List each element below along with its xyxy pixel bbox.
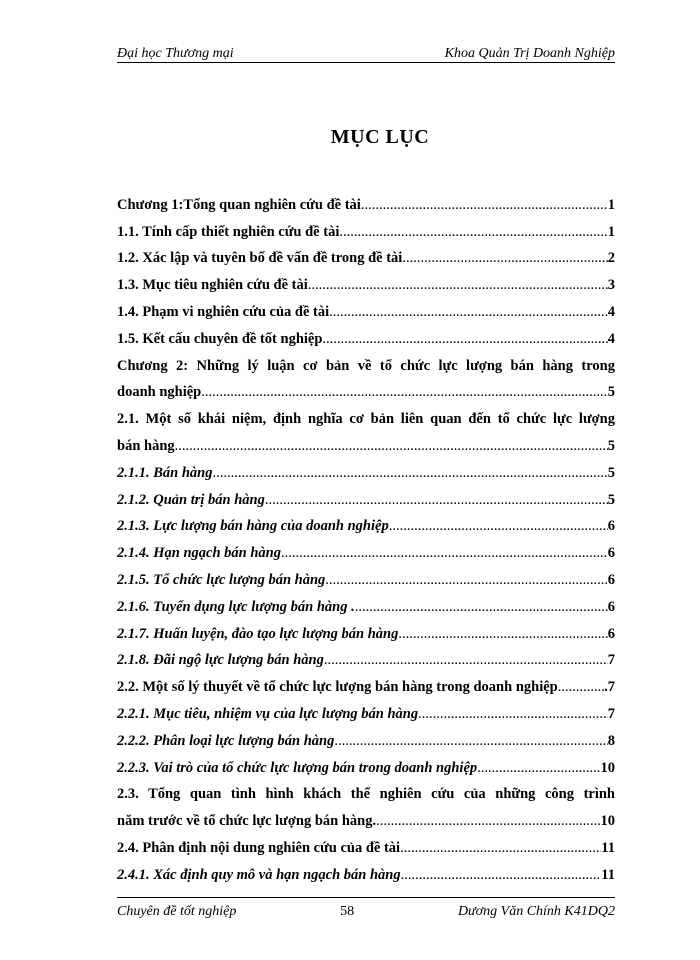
toc-entry[interactable]: 2.2.2. Phân loại lực lượng bán hàng ..... 8 — [117, 723, 615, 750]
header-left: Đại học Thương mại — [117, 46, 234, 61]
page-number: 58 — [340, 904, 355, 919]
toc-entry[interactable]: 2.3. Tổng quan tình hình khách thể nghiên cứu của những công trình — [117, 786, 615, 803]
footer-right: Dương Văn Chính K41DQ2 — [457, 904, 615, 919]
toc-entry[interactable]: 2.1.3. Lực lượng bán hàng của doanh nghiệp ..... 6 — [117, 509, 615, 536]
toc-entry[interactable]: Chương 2: Những lý luận cơ bản về tổ chức lực lượng bán hàng trong — [117, 357, 615, 374]
toc-entry[interactable]: 2.1.2. Quản trị bán hàng ..... 5 — [117, 482, 615, 509]
toc-entry[interactable]: 2.2.3. Vai trò của tổ chức lực lượng bán trong doanh nghiệp ..... 10 — [117, 750, 615, 777]
page-title: MỤC LỤC — [330, 126, 430, 148]
toc-entry[interactable]: 1.3. Mục tiêu nghiên cứu đề tài ..... 3 — [117, 267, 615, 294]
toc-entry[interactable]: 1.5. Kết cấu chuyên đề tốt nghiệp ..... 4 — [117, 321, 615, 348]
toc-entry[interactable]: 1.4. Phạm vi nghiên cứu của đề tài ..... 4 — [117, 294, 615, 321]
toc-entry[interactable]: 2.2.1. Mục tiêu, nhiệm vụ của lực lượng bán hàng ..... 7 — [117, 696, 615, 723]
toc-entry[interactable]: 2.1.8. Đãi ngộ lực lượng bán hàng ..... 7 — [117, 643, 615, 670]
toc-entry[interactable]: 2.1.7. Huấn luyện, đào tạo lực lượng bán hàng ..... 6 — [117, 616, 615, 643]
toc-entry[interactable]: Chương 1:Tổng quan nghiên cứu đề tài ..... 1 — [117, 187, 615, 214]
toc-entry[interactable]: 1.1. Tính cấp thiết nghiên cứu đề tài ..... 1 — [117, 214, 615, 241]
toc-entry[interactable]: năm trước về tổ chức lực lượng bán hàng. ..... 10 — [117, 803, 615, 830]
toc-entry[interactable]: 2.1.5. Tổ chức lực lượng bán hàng ..... 6 — [117, 562, 615, 589]
toc-entry[interactable]: 2.4.1. Xác định quy mô và hạn ngạch bán hàng ..... 11 — [117, 857, 615, 884]
toc-entry[interactable]: 2.4. Phân định nội dung nghiên cứu của đề tài ..... 11 — [117, 830, 615, 857]
page-footer — [117, 897, 615, 920]
toc-entry[interactable]: 2.2. Một số lý thuyết về tổ chức lực lượng bán hàng trong doanh nghiệp ..... .7 — [117, 669, 615, 696]
header-right: Khoa Quản Trị Doanh Nghiệp — [444, 46, 615, 61]
toc-entry[interactable]: 2.1.6. Tuyển dụng lực lượng bán hàng . ..... 6 — [117, 589, 615, 616]
page-header — [117, 40, 615, 63]
toc-entry[interactable]: 2.1.4. Hạn ngạch bán hàng ..... 6 — [117, 535, 615, 562]
toc-entry[interactable]: 2.1. Một số khái niệm, định nghĩa cơ bản liên quan đến tổ chức lực lượng — [117, 411, 615, 428]
toc-entry[interactable]: doanh nghiệp ..... 5 — [117, 375, 615, 402]
toc-entry[interactable]: 1.2. Xác lập và tuyên bố đề vấn đề trong đề tài ..... 2 — [117, 241, 615, 268]
toc-entry[interactable]: bán hàng ..... 5 — [117, 428, 615, 455]
toc-entry[interactable]: 2.1.1. Bán hàng ..... 5 — [117, 455, 615, 482]
table-of-contents — [117, 187, 615, 884]
footer-left: Chuyên đề tốt nghiệp — [117, 904, 237, 919]
